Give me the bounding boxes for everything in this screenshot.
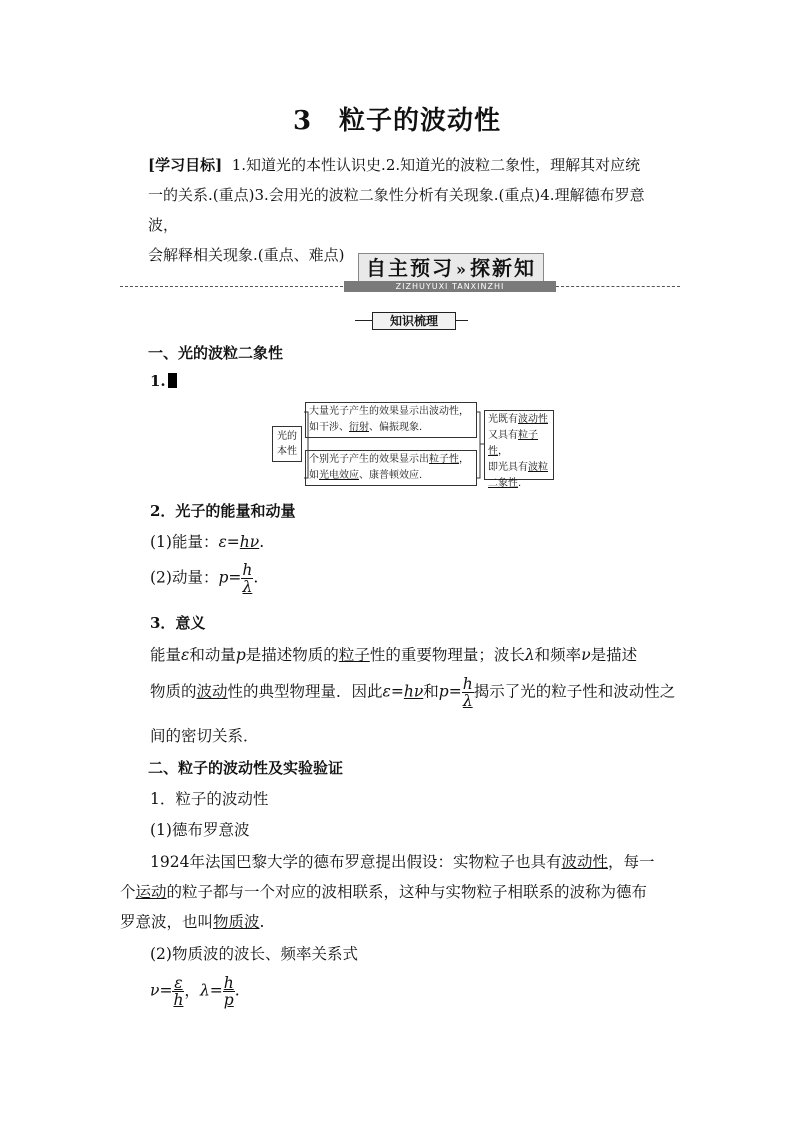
lower-text-a: 个别光子产生的效果显示出 [309,454,429,465]
debroglie-line-2 [120,880,685,902]
m-text: 和动量 [189,646,236,664]
goals-line-3: 会解释相关现象.(重点、难点) [148,246,345,264]
f-comma: ， [184,981,200,1000]
debroglie-line-1 [150,850,685,872]
m-text: = [448,682,462,701]
energy-value: hν [239,533,260,551]
s2-sub-2: (2)物质波的波长、频率关系式 [150,945,358,963]
matter-wave-formula [150,975,240,1008]
knowledge-line-right [454,320,468,321]
momentum-label: (2)动量： [150,568,219,587]
section-2-heading: 二、粒子的波动性及实验验证 [148,759,344,777]
m-blank-hv: hν [403,682,424,701]
energy-eq: = [226,533,240,551]
banner-text-2: 探新知 [470,256,536,280]
m-text: 物质的 [150,682,197,701]
lower-text-d: 如 [309,470,319,481]
right-text-4: 即光具有 [488,462,528,473]
text-cursor-icon [168,373,177,388]
momentum-formula [150,562,258,595]
lower-text-f: 、康普顿效应. [359,470,423,481]
p-blank-wave: 波动性 [561,853,608,871]
meaning-line-1 [150,643,680,665]
m-blank-particle: 粒子 [338,646,370,664]
m-text: 揭示了光的粒子性和波动性之 [473,682,676,701]
m-var: p [235,646,246,664]
diagram-left-box: 光的本性 [272,426,302,462]
s2-item-1: 1．粒子的波动性 [150,790,269,808]
upper-blank-diffraction: 衍射 [349,422,369,433]
f-fraction-1 [172,975,184,1008]
p-text: 1924年法国巴黎大学的德布罗意提出假设：实物粒子也具有 [150,853,562,871]
item-1-label: 1. [150,372,166,390]
f-eq: = [159,981,173,1000]
meaning-fraction [462,676,474,709]
lower-text-c: ， [459,454,469,465]
lower-blank-particle: 粒子性 [429,454,459,465]
item-2-heading: 2．光子的能量和动量 [150,502,296,520]
f-num: ε [174,974,183,992]
right-text-1: 光既有 [488,414,518,425]
momentum-fraction [241,562,253,595]
m-text: = [390,682,404,701]
debroglie-line-3 [120,910,264,932]
momentum-den: λ [242,578,253,596]
page-title: 3 粒子的波动性 [292,106,502,136]
section-banner [358,253,544,283]
s2-sub-1: (1)德布罗意波 [150,821,250,839]
p-text: ，每一 [607,853,655,871]
p-text: 的粒子都与一个对应的波相联系，这种与实物粒子相联系的波称为德布 [166,883,648,901]
section-1-heading: 一、光的波粒二象性 [148,344,284,362]
right-text-5: . [518,478,522,489]
divider-left [120,286,358,287]
m-blank-wave: 波动 [196,682,228,701]
diagram-lower-box [305,450,477,486]
f-eq: = [209,981,223,1000]
p-text: 个 [120,883,136,901]
energy-label: (1)能量： [150,533,219,551]
f-fraction-2 [223,975,235,1008]
m-var: ε [382,682,391,701]
upper-text-a: 如干涉、 [309,422,349,433]
m-text: 和频率 [534,646,582,664]
m-text: 能量 [150,646,182,664]
energy-var: ε [218,533,227,551]
divider-right [556,286,680,287]
m-text: 性的重要物理量；波长 [369,646,525,664]
m-text: 性的典型物理量．因此 [227,682,383,701]
right-text-3: ， [498,446,508,457]
knowledge-line-left [355,320,372,321]
m-var: ν [581,646,591,664]
banner-text-1: 自主预习 [366,256,454,280]
meaning-line-3: 间的密切关系． [150,727,259,745]
right-blank-duality: 二象性 [488,478,518,489]
energy-formula [150,530,264,552]
p-text: 罗意波，也叫 [120,913,214,931]
f-den: p [223,991,234,1009]
momentum-var: p [218,568,229,587]
goals-line-1: 1.知道光的本性认识史.2.知道光的波粒二象性，理解其对应统 [231,156,641,174]
f-var: λ [199,981,210,1000]
m-var: ε [181,646,190,664]
item-1 [150,372,177,390]
p-blank-matter-wave: 物质波 [213,913,260,931]
f-num: h [223,974,234,992]
upper-text-c: 、偏振现象. [369,422,423,433]
right-blank-particle: 粒子性 [488,430,538,457]
m-num: h [462,675,473,693]
p-blank-motion: 运动 [135,883,167,901]
f-var: ν [150,981,160,1000]
m-den: λ [462,692,473,710]
goals-label: [学习目标] [148,156,223,174]
f-den: h [173,991,184,1009]
item-3-heading: 3．意义 [150,614,206,632]
m-var: p [438,682,449,701]
diagram-right-box [484,410,554,489]
diagram-upper-box [305,402,477,438]
wave-particle-diagram [272,400,562,490]
momentum-eq: = [228,568,242,587]
m-var: λ [524,646,535,664]
banner-subtitle: ZIZHUYUXI TANXINZHI [344,281,556,292]
momentum-num: h [242,561,253,579]
right-text-2: 又具有 [488,430,518,441]
m-text: 和 [423,682,439,701]
momentum-end: . [253,568,259,587]
upper-line-1: 大量光子产生的效果显示出波动性， [309,406,469,417]
meaning-line-2 [150,676,685,709]
learning-goals [148,150,668,270]
right-blank-wave: 波动性 [518,414,548,425]
energy-end: . [259,533,265,551]
lower-blank-photoelectric: 光电效应 [319,470,359,481]
p-text: . [259,913,265,931]
f-end: . [234,981,240,1000]
goals-line-2: 一的关系.(重点)3.会用光的波粒二象性分析有关现象.(重点)4.理解德布罗意波， [148,186,645,234]
knowledge-label: 知识梳理 [372,312,456,330]
banner-arrow-icon: » [456,260,468,279]
m-text: 是描述 [590,646,638,664]
right-blank-wave-particle: 波粒 [528,462,548,473]
m-text: 是描述物质的 [245,646,339,664]
